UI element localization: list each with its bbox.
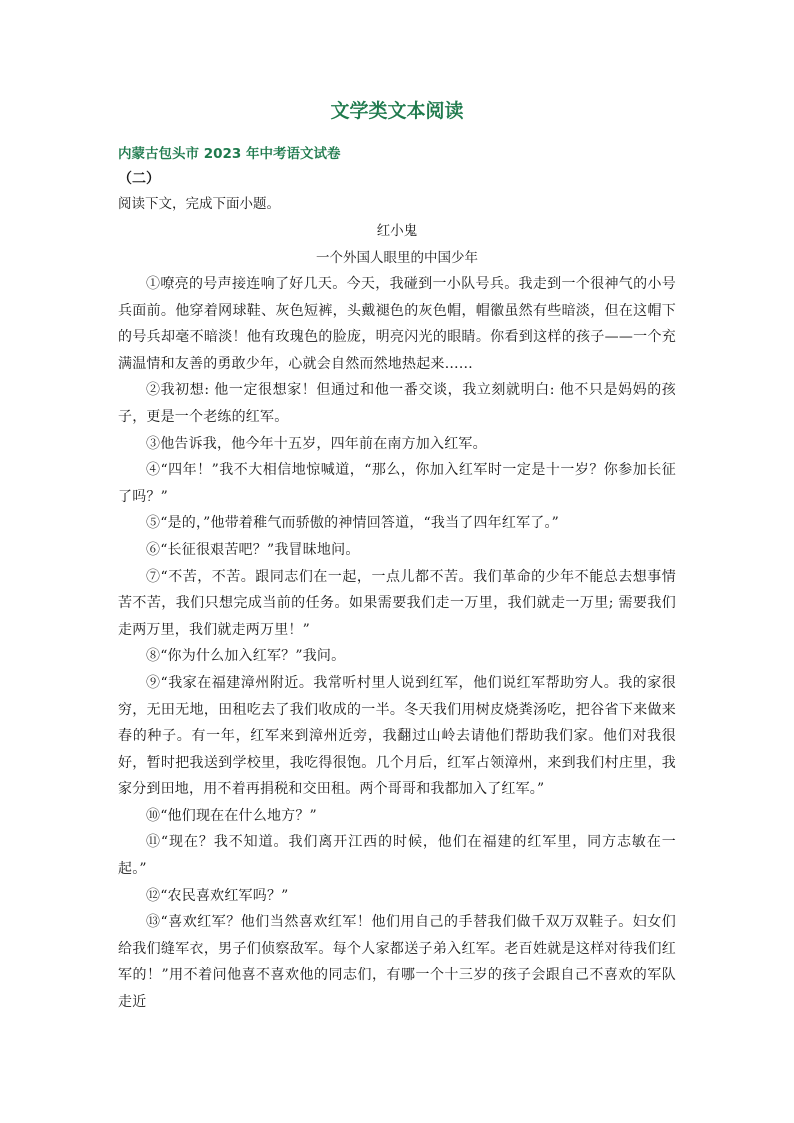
paragraph-7: ⑦“不苦，不苦。跟同志们在一起，一点儿都不苦。我们革命的少年不能总去想事情苦不苦，我们只想完成当前的任务。如果需要我们走一万里，我们就走一万里; 需要我们走两万里，我们就走两万里！”	[118, 568, 676, 638]
exam-source: 内蒙古包头市 2023 年中考语文试卷	[118, 146, 341, 162]
paragraph-12: ⑫“农民喜欢红军吗？”	[146, 887, 289, 904]
paragraph-3: ③他告诉我，他今年十五岁，四年前在南方加入红军。	[146, 435, 487, 452]
paragraph-13: ⑬“喜欢红军？他们当然喜欢红军！他们用自己的手替我们做千双万双鞋子。妇女们给我们缝军衣，男子们侦察敌军。每个人家都送子弟入红军。老百姓就是这样对待我们红军的！”用不着问他喜不喜欢他的同志们，有哪一个十三岁的孩子会跟自己不喜欢的军队走近	[118, 914, 676, 1011]
section-number: （二）	[118, 171, 160, 187]
story-title: 红小鬼	[376, 223, 418, 239]
paragraph-6: ⑥“长征很艰苦吧？”我冒昧地问。	[146, 541, 360, 558]
paragraph-11: ⑪“现在？我不知道。我们离开江西的时候，他们在福建的红军里，同方志敏在一起。”	[118, 834, 676, 878]
paragraph-8: ⑧“你为什么加入红军？”我问。	[146, 648, 346, 665]
paragraph-5: ⑤“是的，”他带着稚气而骄傲的神情回答道，“我当了四年红军了。”	[146, 515, 560, 532]
story-subtitle: 一个外国人眼里的中国少年	[316, 250, 478, 266]
story-body	[118, 271, 676, 1016]
paragraph-2: ②我初想: 他一定很想家！但通过和他一番交谈，我立刻就明白: 他不只是妈妈的孩子，更是一个老练的红军。	[118, 382, 676, 425]
paragraph-1: ①嘹亮的号声接连响了好几天。今天，我碰到一小队号兵。我走到一个很神气的小号兵面前。他穿着网球鞋、灰色短裤，头戴褪色的灰色帽，帽徽虽然有些暗淡，但在这帽下的号兵却毫不暗淡！他有玫瑰色的脸庞，明亮闪光的眼睛。你看到这样的孩子——一个充满温情和友善的勇敢少年，心就会自然而然地热起来……	[118, 276, 676, 372]
document-title: 文学类文本阅读	[330, 100, 464, 122]
paragraph-4: ④“四年！”我不大相信地惊喊道，“那么，你加入红军时一定是十一岁？你参加长征了吗？”	[118, 462, 676, 505]
paragraph-9: ⑨“我家在福建漳州附近。我常听村里人说到红军，他们说红军帮助穷人。我的家很穷，无田无地，田租吃去了我们收成的一半。冬天我们用树皮烧粪汤吃，把谷省下来做来春的种子。有一年，红军来到漳州近旁，我翻过山岭去请他们帮助我们家。他们对我很好，暂时把我送到学校里，我吃得很饱。几个月后，红军占领漳州，来到我们村庄里，我家分到田地，用不着再捐税和交田租。两个哥哥和我都加入了红军。”	[118, 674, 676, 798]
reading-instruction: 阅读下文，完成下面小题。	[118, 196, 280, 212]
paragraph-10: ⑩“他们现在在什么地方？”	[146, 807, 317, 824]
